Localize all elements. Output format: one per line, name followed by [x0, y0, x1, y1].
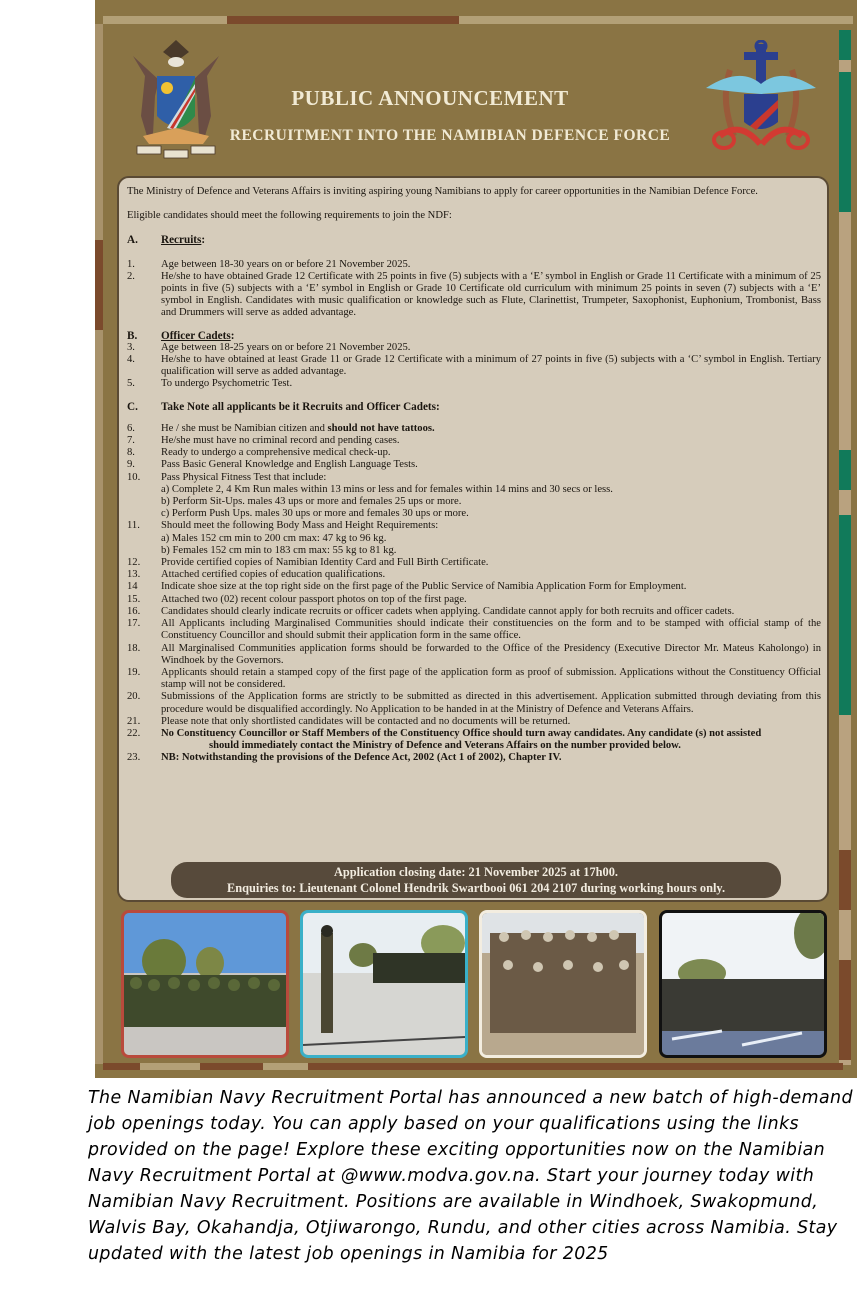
- decorative-stripe: [95, 240, 103, 330]
- closing-date-banner: [171, 862, 781, 898]
- formation-photo-icon: [662, 913, 824, 1055]
- list-item: 9. Pass Basic General Knowledge and English Language Tests.: [127, 459, 418, 471]
- decorative-band: [140, 1063, 200, 1070]
- parade-photo-icon: [303, 913, 465, 1055]
- post-caption: The Namibian Navy Recruitment Portal has announced a new batch of high-demand job openings today. You can apply based on your qualifications using the links provided on the page! Explore these exciting opportunities now on the Namibian Navy Recruitment Portal at @www.modva.gov.na. Start your journey today with Namibian Navy Recruitment. Positions are available in Windhoek, Swakopmund, Walvis Bay, Okahandja, Otjiwarongo, Rundu, and other cities across Namibia. Stay updated with the latest job openings in Namibia for 2025: [88, 1088, 853, 1264]
- list-item: 18. All Marginalised Communities application forms should be forwarded to the Office of the Presidency (Executive Director Mr. Mateus Kaholongo) in Windhoek by the Governors.: [127, 642, 821, 666]
- list-item: 11. Should meet the following Body Mass and Height Requirements:: [127, 520, 439, 532]
- list-item: 1. Age between 18-30 years on or before 21 November 2025.: [127, 258, 411, 270]
- sub-item: b) Females 152 cm min to 183 cm max: 55 kg to 81 kg.: [161, 544, 397, 556]
- decorative-stripe: [839, 960, 851, 1060]
- requirements-panel: [117, 176, 829, 902]
- list-item: 12. Provide certified copies of Namibian Identity Card and Full Birth Certificate.: [127, 557, 489, 569]
- page-subtitle: RECRUITMENT INTO THE NAMIBIAN DEFENCE FORCE: [229, 127, 671, 144]
- decorative-stripe: [839, 72, 851, 212]
- recruits-photo-icon: [482, 913, 644, 1055]
- list-item: 20. Submissions of the Application forms are strictly to be submitted as directed in this advertisement. Application submitted through deviating from this procedure would be disqualified accordingly. No Application to be handed in at the Ministry of Defence and Veterans Affairs.: [127, 691, 821, 715]
- photo-group-of-recruits: [479, 910, 647, 1058]
- section-heading-recruits: A. Recruits:: [127, 234, 206, 247]
- list-item: 23. NB: Notwithstanding the provisions of the Defence Act, 2002 (Act 1 of 2002), Chapter IV.: [127, 752, 562, 764]
- section-heading-officer-cadets: B. Officer Cadets:: [127, 329, 235, 342]
- list-item: 3. Age between 18-25 years on or before 21 November 2025.: [127, 341, 411, 353]
- decorative-band: [263, 1063, 308, 1070]
- photo-troops-in-formation: [659, 910, 827, 1058]
- decorative-border: [95, 0, 857, 16]
- list-item: 2. He/she to have obtained Grade 12 Certificate with 25 points in five (5) subjects with a ‘E’ symbol in English or Grade 11 Certificate with a minimum of 25 points in five (5) subjects with a ‘E’ symbol in English or Grade 10 Certificate old curriculum with minimum 25 points in seven (7) subjects with a ‘E’ symbol in English. Candidates with music qualification or knowledge such as Flute, Clarinettist, Trumpeter, Saxophonist, Euphonium, Trombonist, Bass and Drummers will serve as added advantage.: [127, 270, 821, 319]
- photo-soldier-saluting: [300, 910, 468, 1058]
- decorative-stripe: [839, 515, 851, 715]
- soldiers-photo-icon: [124, 913, 286, 1055]
- list-item: 4. He/she to have obtained at least Grade 11 or Grade 12 Certificate with a minimum of 27 points in five (5) subjects with a ‘C’ symbol in English. Tertiary qualification will serve as added advantage.: [127, 354, 821, 378]
- list-item: 10. Pass Physical Fitness Test that include:: [127, 471, 327, 483]
- list-item: 15. Attached two (02) recent colour passport photos on top of the first page.: [127, 593, 467, 605]
- list-item: 5. To undergo Psychometric Test.: [127, 378, 293, 390]
- list-item: 8. Ready to undergo a comprehensive medical check-up.: [127, 447, 391, 459]
- section-heading-all-applicants: C. Take Note all applicants be it Recruits and Officer Cadets:: [127, 400, 440, 413]
- decorative-band: [103, 1063, 843, 1070]
- decorative-band: [227, 16, 459, 24]
- list-item: 22. No Constituency Councillor or Staff Members of the Constituency Office should turn away candidates. Any candidate (s) not assisted should immediately contact the Ministry of Defence and Veterans Affairs on the number provided below.: [127, 727, 762, 752]
- decorative-stripe: [839, 850, 851, 910]
- list-item: 13. Attached certified copies of education qualifications.: [127, 569, 386, 581]
- decorative-stripe: [839, 30, 851, 60]
- list-item: 14 Indicate shoe size at the top right side on the first page of the Public Service of Namibia Application Form for Employment.: [127, 581, 687, 593]
- announcement-poster: [95, 0, 857, 1078]
- list-item: 16. Candidates should clearly indicate recruits or officer cadets when applying. Candidate cannot apply for both recruits and officer cadets.: [127, 605, 735, 617]
- list-item: 21. Please note that only shortlisted candidates will be contacted and no documents will be returned.: [127, 715, 571, 727]
- closing-date-text: Application closing date: 21 November 2025 at 17h00.: [333, 865, 619, 879]
- eligibility-text: Eligible candidates should meet the following requirements to join the NDF:: [127, 210, 452, 222]
- sub-item: a) Males 152 cm min to 200 cm max: 47 kg to 96 kg.: [161, 532, 387, 544]
- page-title: PUBLIC ANNOUNCEMENT: [291, 86, 569, 110]
- list-item: 19. Applicants should retain a stamped copy of the first page of the application form as proof of submission. Applications without the Constituency Official stamp will not be considered.: [127, 666, 821, 691]
- sub-item: b) Perform Sit-Ups. males 43 ups or more and females 25 ups or more.: [161, 496, 462, 508]
- list-item: 6. He / she must be Namibian citizen and should not have tattoos.: [127, 422, 435, 434]
- decorative-stripe: [839, 450, 851, 490]
- list-item: 17. All Applicants including Marginalised Communities should indicate their constituencies on the form and to be stamped with official stamp of the Constituency Councillor and should submit their application form in the same office.: [127, 618, 821, 642]
- decorative-band: [103, 16, 853, 24]
- defence-force-emblem-icon: [700, 40, 822, 156]
- sub-item: c) Perform Push Ups. males 30 ups or more and females 30 ups or more.: [161, 508, 469, 520]
- enquiries-text: Enquiries to: Lieutenant Colonel Hendrik Swartbooi 061 204 2107 during working hours only.: [226, 881, 726, 895]
- sub-item: a) Complete 2, 4 Km Run males within 13 mins or less and for females within 14 mins and 30 secs or less.: [161, 483, 613, 495]
- intro-text: The Ministry of Defence and Veterans Affairs is inviting aspiring young Namibians to apply for career opportunities in the Namibian Defence Force.: [127, 186, 758, 197]
- list-item: 7. He/she must have no criminal record and pending cases.: [127, 435, 400, 447]
- decorative-stripe: [95, 24, 103, 1064]
- photo-soldiers-seated: [121, 910, 289, 1058]
